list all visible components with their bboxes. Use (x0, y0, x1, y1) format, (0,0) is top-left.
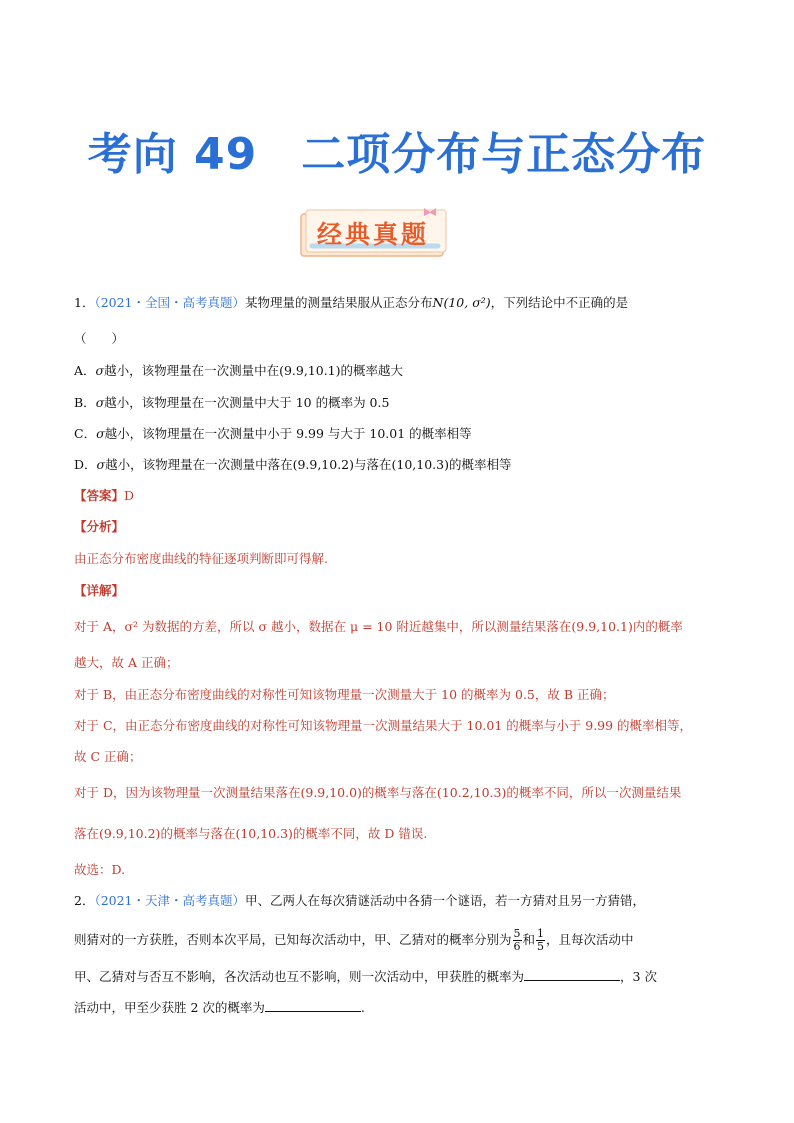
q1-paren: （ ） (74, 331, 125, 346)
q2-text: 甲、乙两人在每次猜谜活动中各猜一个谜语，若一方猜对且另一方猜错， (245, 893, 646, 908)
option-text: 越小，该物理量在一次测量中大于 10 的概率为 0.5 (104, 395, 390, 410)
option-letter: D． (74, 457, 97, 472)
q1-detail-label (74, 582, 124, 600)
option-text: 越小，该物理量在一次测量中落在(9.9,10.2)与落在(10,10.3)的概率相等 (105, 457, 512, 472)
q2-line-3 (74, 968, 657, 986)
detail-label: 【详解】 (74, 583, 125, 598)
q1-conclusion: 故选：D. (74, 862, 126, 877)
q2-number: 2． (74, 893, 95, 908)
option-letter: B． (74, 395, 96, 410)
answer-value: D (124, 488, 135, 503)
q1-detail-line-7: 落在(9.9,10.2)的概率与落在(10,10.3)的概率不同，故 D 错误. (74, 826, 428, 841)
q1-option-b (74, 394, 389, 412)
answer-label: 【答案】 (74, 488, 125, 503)
fraction-numerator: 5 (513, 927, 521, 940)
q1-detail-line-6: 对于 D，因为该物理量一次测量结果落在(9.9,10.0)的概率与落在(10.2,10.3)的概率不同，所以一次测量结果 (74, 785, 682, 800)
q1-analysis-label (74, 518, 124, 536)
fraction-denominator: 5 (537, 940, 545, 953)
analysis-label: 【分析】 (74, 519, 125, 534)
q1-source: （2021・全国・高考真题） (94, 295, 246, 310)
q2-text: ，3 次 (620, 969, 657, 984)
q2-line-1 (74, 892, 645, 910)
fraction-five-sixths (513, 928, 522, 953)
option-sigma: σ (96, 457, 106, 472)
section-badge (298, 206, 448, 260)
title-topic-name: 二项分布与正态分布 (301, 129, 707, 180)
fraction-one-fifth (536, 928, 545, 953)
q1-stem-text-a: 某物理量的测量结果服从正态分布 (245, 295, 433, 310)
q2-text: ，且每次活动中 (546, 932, 634, 947)
q1-detail-line-5: 故 C 正确； (74, 749, 142, 764)
answer-blank-1[interactable] (524, 968, 620, 981)
q1-detail-line-4: 对于 C，由正态分布密度曲线的对称性可知该物理量一次测量结果大于 10.01 的概率与小于 9.99 的概率相等， (74, 718, 693, 733)
q2-text: 和 (522, 932, 536, 947)
q1-analysis: 由正态分布密度曲线的特征逐项判断即可得解. (74, 551, 328, 566)
fraction-denominator: 6 (513, 940, 521, 953)
q2-text: 甲、乙猜对与否互不影响，各次活动也互不影响，则一次活动中，甲获胜的概率为 (74, 969, 525, 984)
q2-text: 活动中，甲至少获胜 2 次的概率为 (74, 1000, 265, 1015)
q1-option-a (74, 362, 403, 380)
q1-stem-math: N(10, σ²) (432, 295, 491, 310)
q2-line-4 (74, 999, 365, 1017)
q1-option-c (74, 425, 472, 443)
q2-text: 则猜对的一方获胜，否则本次平局，已知每次活动中，甲、乙猜对的概率分别为 (74, 932, 512, 947)
q2-source: （2021・天津・高考真题） (94, 893, 246, 908)
option-letter: C． (74, 426, 97, 441)
q1-stem-text-b: ，下列结论中不正确的是 (490, 295, 629, 310)
badge-label: 经典真题 (316, 220, 429, 249)
q2-text: . (360, 1000, 365, 1015)
option-sigma: σ (95, 395, 105, 410)
option-sigma: σ (96, 426, 105, 441)
q1-detail-line-3: 对于 B，由正态分布密度曲线的对称性可知该物理量一次测量大于 10 的概率为 0.5，故 B 正确； (74, 687, 615, 702)
q1-answer (74, 487, 134, 505)
option-letter: A． (74, 363, 96, 378)
title-topic-number: 考向 49 (87, 129, 258, 180)
page-title (0, 118, 794, 182)
q1-stem (74, 294, 628, 312)
q1-number: 1． (74, 295, 95, 310)
q1-option-d (74, 456, 511, 474)
q1-detail-line-2: 越大，故 A 正确； (74, 655, 179, 670)
option-sigma: σ (95, 363, 105, 378)
q1-detail-line-1: 对于 A，σ² 为数据的方差，所以 σ 越小，数据在 μ = 10 附近越集中，所以测量结果落在(9.9,10.1)内的概率 (74, 619, 683, 634)
answer-blank-2[interactable] (265, 999, 361, 1012)
option-text: 越小，该物理量在一次测量中在(9.9,10.1)的概率越大 (104, 363, 404, 378)
option-text: 越小，该物理量在一次测量中小于 9.99 与大于 10.01 的概率相等 (104, 426, 472, 441)
fraction-numerator: 1 (537, 927, 545, 940)
q2-line-2 (74, 928, 634, 953)
